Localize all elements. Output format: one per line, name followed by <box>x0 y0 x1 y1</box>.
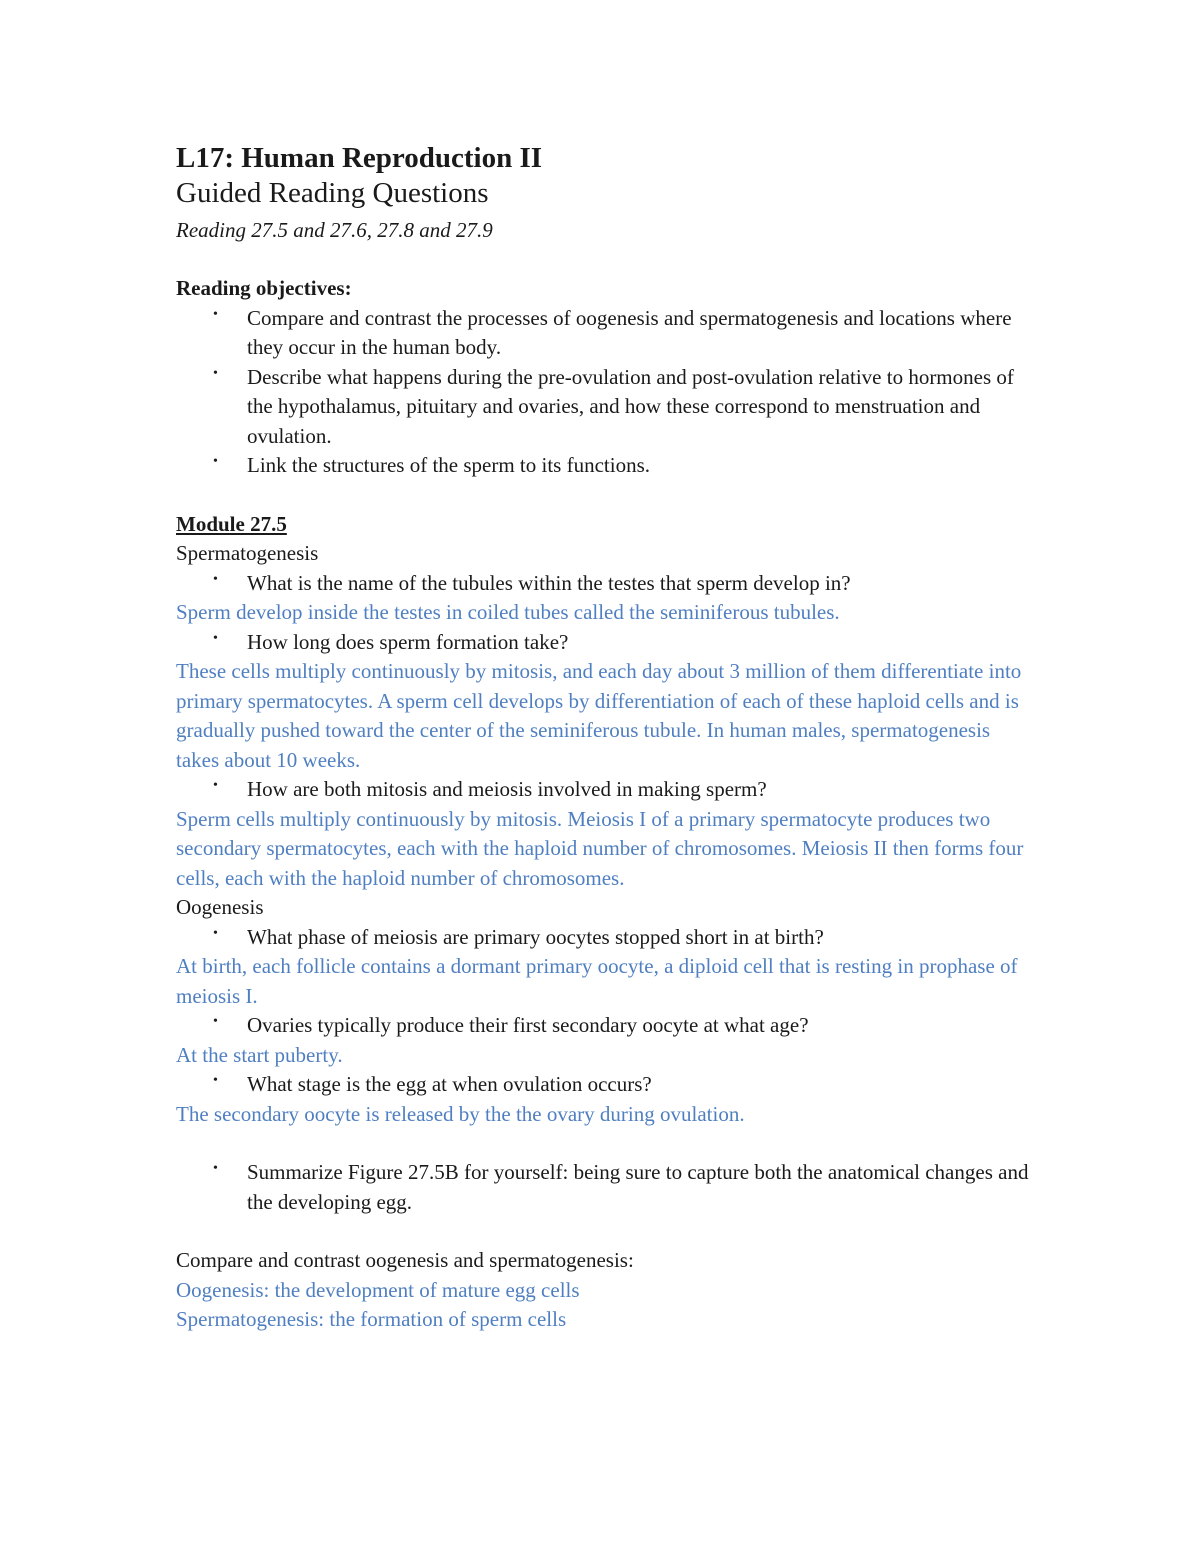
question-text: Summarize Figure 27.5B for yourself: being sure to capture both the anatomical changes and the developing egg. <box>247 1160 1029 1214</box>
answer-text: Sperm cells multiply continuously by mitosis. Meiosis I of a primary spermatocyte produces two secondary spermatocytes, each with the haploid number of chromosomes. Meiosis II then forms four cells, each with the haploid number of chromosomes. <box>176 806 1024 890</box>
bullet-icon: • <box>213 778 218 793</box>
answer-text: At the start puberty. <box>176 1042 343 1067</box>
section-label-spermatogenesis: Spermatogenesis <box>176 541 319 565</box>
question-text: How are both mitosis and meiosis involved in making sperm? <box>247 777 767 801</box>
objectives-heading: Reading objectives: <box>176 276 352 300</box>
section-label-oogenesis: Oogenesis <box>176 895 264 919</box>
page-subtitle: Guided Reading Questions <box>176 177 489 209</box>
answer-text: Oogenesis: the development of mature egg cells <box>176 1277 580 1302</box>
question-item <box>176 775 1036 805</box>
spacer <box>176 1129 1036 1158</box>
answer-text: The secondary oocyte is released by the the ovary during ovulation. <box>176 1101 745 1126</box>
question-text: What phase of meiosis are primary oocytes stopped short in at birth? <box>247 924 824 949</box>
bullet-icon: • <box>213 306 218 322</box>
spacer <box>176 481 1036 510</box>
question-item <box>176 1158 1036 1217</box>
answer-text: Sperm develop inside the testes in coiled tubes called the seminiferous tubules. <box>176 600 840 624</box>
objective-text: Compare and contrast the processes of oogenesis and spermatogenesis and locations where they occur in the human body. <box>247 305 1012 359</box>
objective-item <box>176 304 1036 363</box>
answer-text: Spermatogenesis: the formation of sperm cells <box>176 1307 567 1331</box>
question-text: How long does sperm formation take? <box>247 629 569 654</box>
question-item <box>176 923 1036 953</box>
bullet-icon: • <box>213 1073 218 1088</box>
compare-prompt: Compare and contrast oogenesis and spermatogenesis: <box>176 1248 634 1272</box>
objective-item <box>176 363 1036 452</box>
bullet-icon: • <box>213 925 218 941</box>
question-item <box>176 569 1036 599</box>
question-text: What stage is the egg at when ovulation occurs? <box>247 1072 652 1096</box>
page-title: L17: Human Reproduction II <box>176 142 543 174</box>
question-item <box>176 1070 1036 1100</box>
bullet-icon: • <box>213 454 218 469</box>
question-text: Ovaries typically produce their first secondary oocyte at what age? <box>247 1013 809 1037</box>
objective-text: Link the structures of the sperm to its functions. <box>247 453 651 477</box>
bullet-icon: • <box>213 571 218 587</box>
question-item <box>176 1011 1036 1041</box>
module-heading: Module 27.5 <box>176 511 287 536</box>
answer-text: At birth, each follicle contains a dormant primary oocyte, a diploid cell that is resting in prophase of meiosis I. <box>176 954 1018 1008</box>
answer-text: These cells multiply continuously by mitosis, and each day about 3 million of them differentiate into primary spermatocytes. A sperm cell develops by differentiation of each of these haploid cells and is gradually pushed toward the center of the seminiferous tubule. In human males, spermatogenesis takes about 10 weeks. <box>176 659 1022 772</box>
bullet-icon: • <box>213 630 218 646</box>
bullet-icon: • <box>213 365 218 381</box>
objective-text: Describe what happens during the pre-ovulation and post-ovulation relative to hormones of the hypothalamus, pituitary and ovaries, and how these correspond to menstruation and ovulation. <box>247 364 1014 448</box>
question-item <box>176 628 1036 658</box>
spacer <box>176 1217 1036 1246</box>
bullet-icon: • <box>213 1014 218 1029</box>
spacer <box>176 245 1036 274</box>
document-page <box>176 140 1036 1335</box>
reading-assignment: Reading 27.5 and 27.6, 27.8 and 27.9 <box>176 218 493 242</box>
question-text: What is the name of the tubules within the testes that sperm develop in? <box>247 570 851 595</box>
objective-item <box>176 451 1036 481</box>
bullet-icon: • <box>213 1161 218 1176</box>
